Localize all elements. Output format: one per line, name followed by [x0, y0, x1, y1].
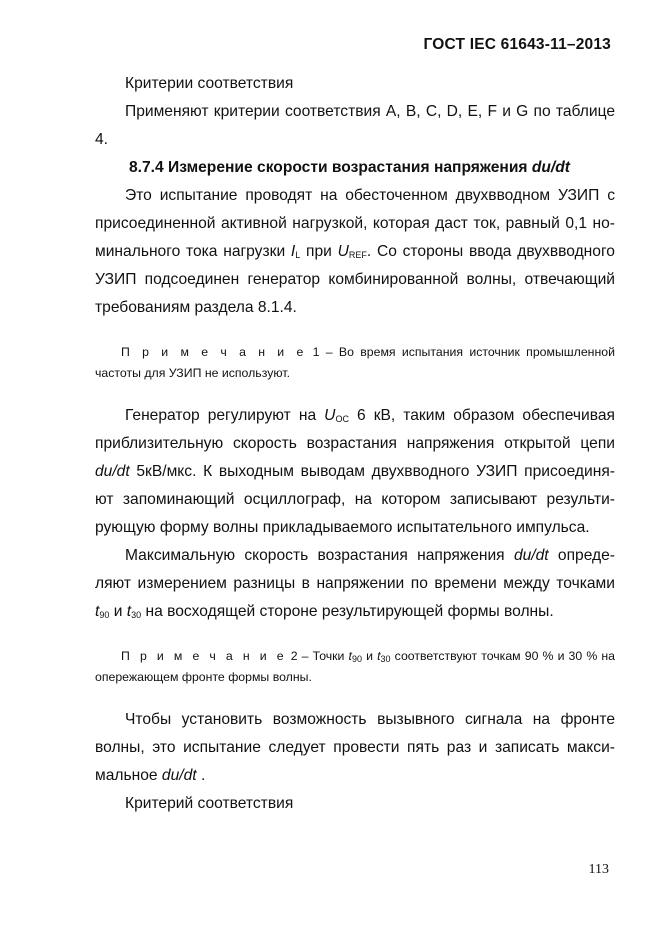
note-1	[95, 342, 615, 384]
symbol-u: U	[324, 407, 336, 424]
section-heading	[95, 154, 615, 182]
text-run: Это испытание проводят на обесточенном двухвводном УЗИП с присоединенной активной нагрузкой, которая даст ток, равный 0,1 но-минального тока нагрузки	[95, 187, 615, 260]
subscript: OC	[335, 414, 349, 424]
text-run: Чтобы установить возможность вызывного сигнала на фронте волны, это испытание следует провести пять раз и записать макси-мальное	[95, 711, 615, 784]
text-run: на восходящей стороне результирующей формы волны.	[145, 603, 554, 620]
symbol-i: I	[290, 243, 296, 260]
document-body	[95, 70, 615, 818]
symbol-dudt: du/dt	[95, 463, 130, 480]
note-text: соответствуют точкам 90 % и 30 % на опережающем фронте формы волны.	[95, 649, 616, 684]
note-text: 2 – Точки	[290, 649, 345, 663]
document-header: ГОСТ IEC 61643-11–2013	[423, 36, 611, 53]
symbol-u: U	[337, 243, 349, 260]
text-run: Максимальную скорость возрастания напряжения	[125, 547, 505, 564]
symbol-t: t	[126, 603, 132, 620]
paragraph-test-setup	[95, 182, 615, 322]
subscript: L	[295, 250, 301, 260]
page-number: 113	[588, 862, 609, 877]
subscript: 90	[99, 610, 110, 620]
paragraph-repeat	[95, 706, 615, 790]
note-text: 1 – Во время испытания источник промышленной частоты для УЗИП не используют.	[95, 345, 615, 380]
criterion-label: Критерий соответствия	[125, 795, 294, 812]
text-run: опреде-ляют измерением разницы в напряжении по времени между точками	[95, 547, 616, 592]
paragraph-generator	[95, 402, 615, 542]
section-title-dudt: du/dt	[531, 159, 570, 176]
text-run: .	[200, 767, 206, 784]
symbol-dudt: du/dt	[513, 547, 549, 564]
subscript: 30	[131, 610, 142, 620]
criteria-label: Критерии соответствия	[125, 75, 294, 92]
symbol-t: t	[348, 649, 352, 663]
criteria-paragraph: Применяют критерии соответствия A, B, C, D, E, F и G по таблице 4.	[95, 103, 615, 148]
note-label: П р и м е ч а н и е	[121, 649, 287, 663]
subscript: 90	[351, 654, 362, 664]
symbol-t: t	[377, 649, 381, 663]
text-run: 6 кВ, таким образом обеспечивая приблизительную скорость возрастания напряжения открытой цепи	[95, 407, 615, 452]
text-run: Генератор регулируют на	[125, 407, 317, 424]
section-title: Измерение скорости возрастания напряжения	[168, 159, 528, 176]
section-number: 8.7.4	[129, 159, 164, 176]
paragraph-measurement	[95, 542, 615, 626]
note-2	[95, 646, 615, 688]
text-run: . Со стороны ввода двухвводного УЗИП подсоединен генератор комбинированной волны, отвечающий требованиям раздела 8.1.4.	[95, 243, 615, 316]
subscript: REF	[348, 250, 367, 260]
symbol-t: t	[95, 603, 100, 620]
text-run: и	[113, 603, 123, 620]
text-run: 5кВ/мкс. К выходным выводам двухвводного УЗИП присоединя-ют запоминающий осциллограф, на котором записывают результи-рующую форму волны прикладываемого испытательного импульса.	[95, 463, 615, 536]
symbol-dudt: du/dt	[161, 767, 197, 784]
note-label: П р и м е ч а н и е	[121, 345, 307, 359]
text-run: при	[306, 243, 332, 260]
note-text: и	[366, 649, 373, 663]
subscript: 30	[380, 654, 391, 664]
